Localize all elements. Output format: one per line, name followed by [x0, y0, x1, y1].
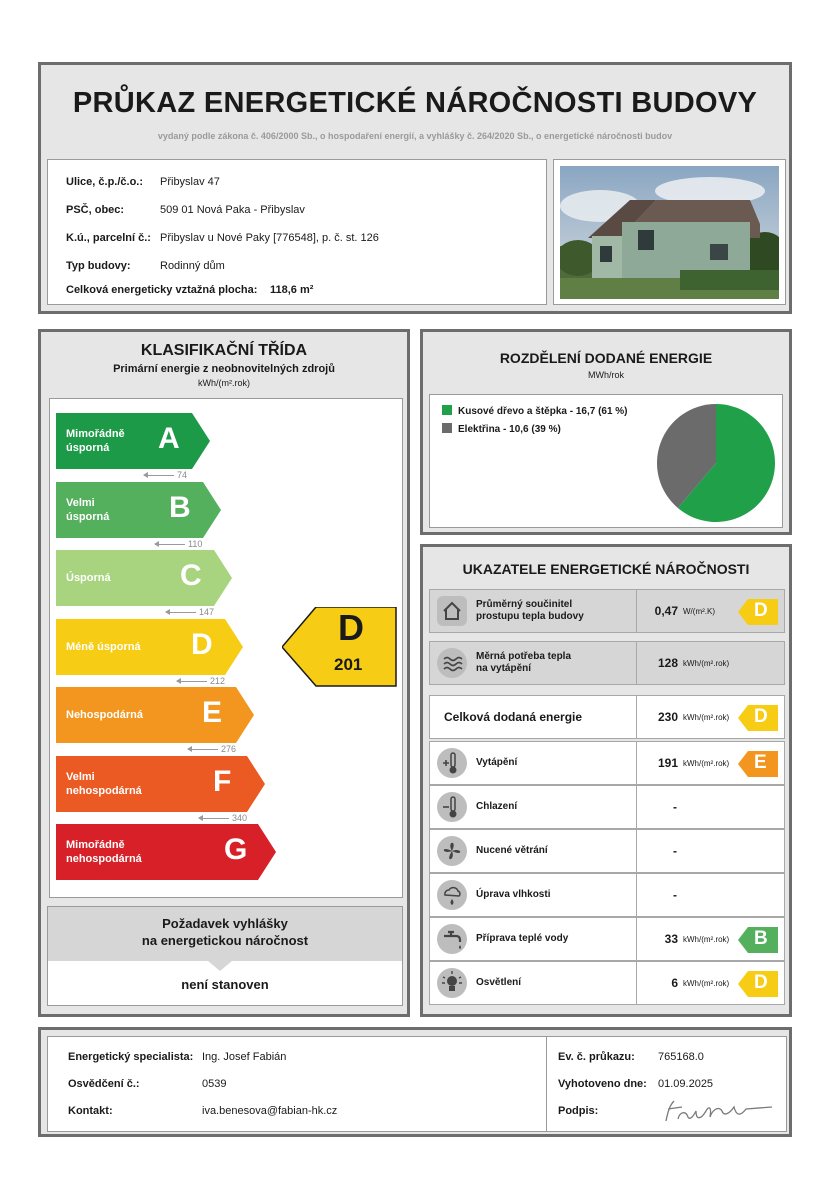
threshold-value: 74 [177, 470, 188, 480]
indicator-unit: W/(m².K) [683, 607, 715, 616]
document-subtitle: vydaný podle zákona č. 406/2000 Sb., o hospodaření energií, a vyhlášky č. 264/2020 Sb., o energetické náročnosti budov [157, 131, 673, 141]
signature-label: Podpis: [558, 1105, 599, 1117]
class-bar-d [56, 619, 245, 675]
indicator-row [429, 741, 785, 785]
grade-letter: D [754, 706, 768, 727]
footer-divider [546, 1037, 547, 1131]
class-bar-b [56, 482, 223, 538]
indicator-row [429, 961, 785, 1005]
specialist-info [47, 1036, 787, 1132]
threshold-value: 147 [199, 607, 215, 617]
cadastre-value: Přibyslav u Nové Paky [776548], p. č. st. 126 [160, 232, 379, 244]
heating-thermometer-icon [436, 747, 468, 779]
result-value: 201 [334, 655, 363, 674]
cooling-thermometer-icon [436, 791, 468, 823]
indicator-label-line1: Úprava vlhkosti [476, 889, 551, 900]
legend-swatch-wood [442, 405, 452, 415]
indicator-value: 191 [657, 756, 678, 770]
indicator-value-cell [636, 786, 786, 828]
energy-distribution-section [420, 329, 792, 535]
indicator-value: 6 [671, 976, 678, 990]
indicator-value: 230 [657, 710, 678, 724]
house-icon [436, 595, 468, 627]
indicator-label [476, 889, 550, 901]
indicator-row [429, 785, 785, 829]
date-value: 01.09.2025 [658, 1078, 714, 1090]
threshold-arrow-icon [188, 749, 218, 750]
area-label: Celková energeticky vztažná plocha: [66, 284, 258, 296]
class-name-b [66, 496, 109, 524]
classification-subtitle: Primární energie z neobnovitelných zdrojů [113, 363, 335, 375]
classification-section [38, 329, 410, 1017]
indicator-label [476, 801, 517, 813]
class-name-line1: Úsporná [66, 572, 111, 584]
grade-letter: B [754, 928, 768, 949]
class-name-line1: Mimořádně [66, 839, 125, 851]
contact-value[interactable]: iva.benesova@fabian-hk.cz [202, 1105, 338, 1117]
threshold-arrow-icon [155, 544, 185, 545]
indicator-label-line1: Průměrný součinitel [476, 599, 573, 610]
class-bar-a [56, 413, 212, 469]
building-photo [553, 159, 786, 305]
indicator-label-line1: Osvětlení [476, 977, 522, 988]
indicators-section [420, 544, 792, 1017]
signature-image [660, 1097, 776, 1127]
class-name-f [66, 770, 142, 798]
indicator-value: - [673, 844, 677, 858]
indicator-label-line1: Příprava teplé vody [476, 933, 569, 944]
distribution-unit: MWh/rok [588, 370, 624, 380]
class-name-d [66, 640, 141, 654]
street-value: Přibyslav 47 [160, 176, 220, 188]
house-photo-image [560, 166, 779, 299]
class-letter-d: D [191, 627, 213, 661]
indicator-value-cell [636, 918, 786, 960]
energy-scale [49, 398, 403, 898]
class-letter-b: B [169, 490, 191, 524]
indicator-value-cell [636, 830, 786, 872]
indicator-value: 128 [657, 656, 678, 670]
light-bulb-icon [436, 967, 468, 999]
indicator-value: - [673, 800, 677, 814]
class-letter-c: C [180, 559, 202, 592]
class-letter-g: G [224, 833, 248, 866]
area-value: 118,6 m² [270, 284, 314, 296]
classification-unit: kWh/(m².rok) [198, 378, 250, 388]
indicator-value-cell [636, 874, 786, 916]
grade-badge [738, 971, 778, 997]
grade-letter: E [754, 752, 767, 773]
legend-item-electricity [442, 423, 561, 435]
grade-letter: D [754, 600, 768, 621]
class-threshold-a [144, 470, 187, 480]
pie-chart [654, 401, 778, 525]
type-value: Rodinný dům [160, 260, 225, 272]
indicator-row [429, 589, 785, 633]
class-name-line2: úsporná [66, 442, 110, 454]
legend-label-wood: Kusové dřevo a štěpka - 16,7 (61 %) [458, 406, 628, 417]
cadastre-label: K.ú., parcelní č.: [66, 232, 151, 244]
requirement-value: není stanoven [181, 977, 269, 992]
classification-title: KLASIFIKAČNÍ TŘÍDA [140, 342, 308, 359]
indicator-unit: kWh/(m².rok) [683, 713, 730, 722]
contact-label: Kontakt: [68, 1105, 113, 1117]
humidity-cloud-icon [436, 879, 468, 911]
indicator-unit: kWh/(m².rok) [683, 759, 730, 768]
class-name-c [66, 571, 111, 585]
indicator-value-cell [636, 962, 786, 1004]
grade-badge [738, 927, 778, 953]
class-bar-g [56, 824, 278, 880]
class-name-line2: úsporná [66, 510, 110, 523]
result-letter: D [338, 607, 364, 648]
grade-badge [738, 705, 778, 731]
indicator-row [429, 873, 785, 917]
indicator-value-cell [636, 642, 786, 684]
threshold-arrow-icon [199, 818, 229, 819]
class-bar-e [56, 687, 256, 743]
cert-value: 0539 [202, 1078, 227, 1090]
document-title: PRŮKAZ ENERGETICKÉ NÁROČNOSTI BUDOVY [72, 87, 758, 119]
indicator-label-line1: Chlazení [476, 801, 518, 812]
footer-section [38, 1027, 792, 1137]
class-name-line1: Mimořádně [66, 428, 125, 440]
indicator-unit: kWh/(m².rok) [683, 659, 730, 668]
threshold-arrow-icon [177, 681, 207, 682]
threshold-value: 110 [188, 538, 203, 549]
class-threshold-e [188, 744, 236, 754]
class-name-e [66, 708, 143, 722]
zip-label: PSČ, obec: [66, 204, 125, 216]
indicator-row [429, 829, 785, 873]
legend-item-wood [442, 405, 628, 417]
class-threshold-f [199, 813, 247, 823]
indicator-label-line2: na vytápění [476, 663, 532, 674]
distribution-chart [429, 394, 783, 528]
class-name-line2: nehospodárná [66, 853, 142, 865]
class-letter-a: A [158, 422, 180, 455]
indicator-value-cell [636, 696, 786, 738]
legend-swatch-electricity [442, 423, 452, 433]
requirement-header [48, 907, 402, 961]
indicator-label [476, 933, 568, 945]
indicator-value-cell [636, 742, 786, 784]
indicators-title: UKAZATELE ENERGETICKÉ NÁROČNOSTI [462, 561, 750, 577]
indicator-label [476, 651, 571, 675]
class-name-line2: nehospodárná [66, 784, 142, 797]
class-letter-e: E [202, 696, 223, 729]
requirement-title-line2: na energetickou náročnost [141, 933, 309, 948]
specialist-label: Energetický specialista: [68, 1051, 194, 1063]
class-threshold-d [177, 676, 225, 686]
indicator-row [429, 641, 785, 685]
distribution-title: ROZDĚLENÍ DODANÉ ENERGIE [499, 350, 713, 366]
class-threshold-c [166, 607, 214, 617]
indicator-label [444, 711, 582, 723]
class-bar-f [56, 756, 267, 812]
ev-value: 765168.0 [658, 1051, 704, 1063]
class-name-line1: Nehospodárná [66, 709, 144, 721]
indicator-value: - [673, 888, 677, 902]
zip-value: 509 01 Nová Paka - Přibyslav [160, 204, 305, 216]
indicator-value: 33 [664, 932, 678, 946]
indicator-row [429, 917, 785, 961]
indicator-unit: kWh/(m².rok) [683, 979, 730, 988]
threshold-value: 340 [232, 812, 248, 823]
class-letter-f: F [213, 764, 232, 798]
date-label: Vyhotoveno dne: [558, 1078, 647, 1090]
grade-letter: D [754, 972, 768, 993]
indicator-label [476, 977, 521, 989]
ev-label: Ev. č. průkazu: [558, 1051, 635, 1063]
class-threshold-b [155, 539, 202, 549]
threshold-value: 276 [221, 744, 237, 754]
indicator-label [476, 845, 548, 857]
requirement-title-line1: Požadavek vyhlášky [162, 916, 288, 931]
result-class-marker [282, 607, 398, 687]
threshold-arrow-icon [144, 475, 174, 476]
class-bar-c [56, 550, 234, 606]
requirement-box [47, 906, 403, 1006]
class-name-a [66, 427, 125, 455]
indicator-label-line1: Vytápění [476, 757, 518, 768]
indicator-label [476, 757, 517, 769]
legend-label-electricity: Elektřina - 10,6 (39 %) [458, 424, 561, 435]
type-label: Typ budovy: [66, 260, 131, 272]
indicator-label-line1: Měrná potřeba tepla [476, 651, 572, 662]
threshold-value: 212 [210, 675, 226, 686]
grade-badge [738, 751, 778, 777]
indicator-value: 0,47 [654, 604, 678, 618]
class-name-line1: Velmi [66, 496, 95, 509]
building-info [47, 159, 547, 305]
specialist-value: Ing. Josef Fabián [202, 1051, 287, 1063]
heat-waves-icon [436, 647, 468, 679]
indicator-label-line1: Nucené větrání [476, 845, 548, 856]
indicator-label-line2: prostupu tepla budovy [476, 611, 584, 622]
indicator-unit: kWh/(m².rok) [683, 935, 730, 944]
indicator-value-cell [636, 590, 786, 632]
header-section [38, 62, 792, 314]
fan-icon [436, 835, 468, 867]
indicator-label-line1: Celková dodaná energie [444, 710, 583, 724]
class-name-g [66, 838, 142, 866]
indicator-label [476, 599, 584, 623]
indicator-row [429, 695, 785, 739]
class-name-line1: Méně úsporná [66, 640, 141, 653]
grade-badge [738, 599, 778, 625]
water-tap-icon [436, 923, 468, 955]
class-name-line1: Velmi [66, 770, 95, 783]
street-label: Ulice, č.p./č.o.: [66, 176, 144, 188]
cert-label: Osvědčení č.: [68, 1078, 140, 1090]
threshold-arrow-icon [166, 612, 196, 613]
